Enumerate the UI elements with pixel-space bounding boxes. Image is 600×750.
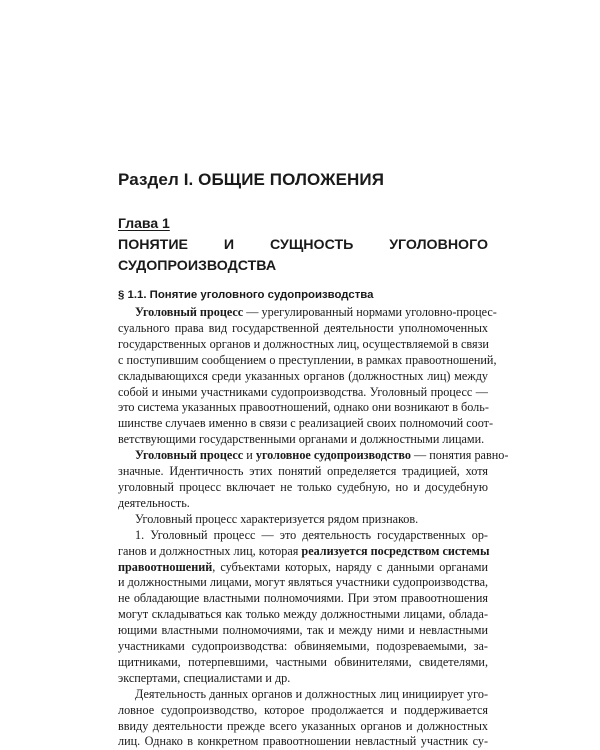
text-line: ловное судопроизводство, которое продолжается и поддерживается (118, 702, 488, 717)
paragraph-heading: § 1.1. Понятие уголовного судопроизводства (118, 289, 374, 301)
text-line: уголовный процесс включает не только судебную, но и досудебную (118, 479, 488, 494)
text-line (118, 544, 488, 560)
text-line: экспертами, специалистами и др. (118, 670, 291, 685)
text-line: участниками судопроизводства: обвиняемыми, подозреваемыми, за- (118, 639, 488, 654)
term-bold: Уголовный процесс (135, 305, 244, 319)
text-span: и (243, 448, 256, 463)
text-line: лиц. Однако в конкретном правоотношении невластный участник су- (118, 734, 488, 749)
paragraph-activity (118, 687, 488, 750)
text-span: ганов и должностных лиц, которая (118, 543, 302, 558)
chapter-label: Глава 1 (118, 215, 170, 231)
text-line: значные. Идентичность этих понятий определяется традицией, хотя (118, 464, 488, 479)
paragraph-feature-1 (118, 528, 488, 687)
text-span: — понятия равно- (410, 448, 509, 463)
term-bold: реализуется посредством системы (301, 543, 490, 558)
term-bold: уголовное судопроизводство (255, 448, 411, 463)
text-line: не обладающие властными полномочиями. При этом правоотношения (118, 591, 488, 606)
paragraph-equivalence (118, 448, 509, 512)
text-line: собой и иными участниками судопроизводства. Уголовный процесс — (118, 384, 488, 399)
term-bold: Уголовный процесс (135, 448, 244, 463)
term-bold: правоотношений (118, 559, 213, 574)
text-line (118, 560, 488, 576)
text-line: Деятельность данных органов и должностных лиц инициирует уго- (135, 686, 488, 701)
chapter-title-line: ПОНЯТИЕ И СУЩНОСТЬ УГОЛОВНОГО (118, 237, 488, 253)
text-line: государственных органов и должностных лиц, осуществляемой в связи (118, 336, 489, 351)
text-line: Уголовный процесс характеризуется рядом признаков. (135, 511, 419, 526)
text-line: 1. Уголовный процесс — это деятельность государственных ор- (135, 527, 488, 542)
text-line: и должностными лицами, могут являться участники судопроизводства, (118, 575, 489, 590)
paragraph-features-intro (118, 512, 488, 528)
body-text (118, 305, 509, 750)
text-line (118, 305, 497, 321)
text-span: , субъектами которых, наряду с данными органами (212, 559, 488, 574)
text-line: ющими властными полномочиями, так и между ними и невластными (118, 623, 488, 638)
text-line: деятельность. (118, 495, 190, 510)
text-line: ветствующими государственными органами и должностными лицами. (118, 432, 485, 447)
text-line: с поступившим сообщением о преступлении, в рамках правоотношений, (118, 352, 497, 367)
text-line: могут складываться как только между должностными лицами, облада- (118, 607, 488, 622)
section-title: Раздел I. ОБЩИЕ ПОЛОЖЕНИЯ (118, 170, 385, 189)
paragraph-definition (118, 305, 497, 448)
text-span: — урегулированный нормами уголовно-процес- (243, 305, 497, 319)
text-line: складывающихся среди указанных органов (должностных лиц) между (118, 368, 488, 383)
text-line: ввиду деятельности прежде всего указанных органов и должностных (118, 718, 488, 733)
text-line: это система указанных правоотношений, однако они возникают в боль- (118, 400, 489, 415)
text-line (118, 448, 509, 464)
text-line: шинстве случаев именно в связи с реализацией своих полномочий соот- (118, 416, 494, 431)
text-line: щитниками, потерпевшими, частными обвинителями, свидетелями, (118, 654, 488, 669)
text-line: суального права вид государственной деятельности уполномоченных (118, 320, 488, 335)
chapter-title-line: СУДОПРОИЗВОДСТВА (118, 258, 277, 274)
chapter-title (118, 235, 488, 277)
